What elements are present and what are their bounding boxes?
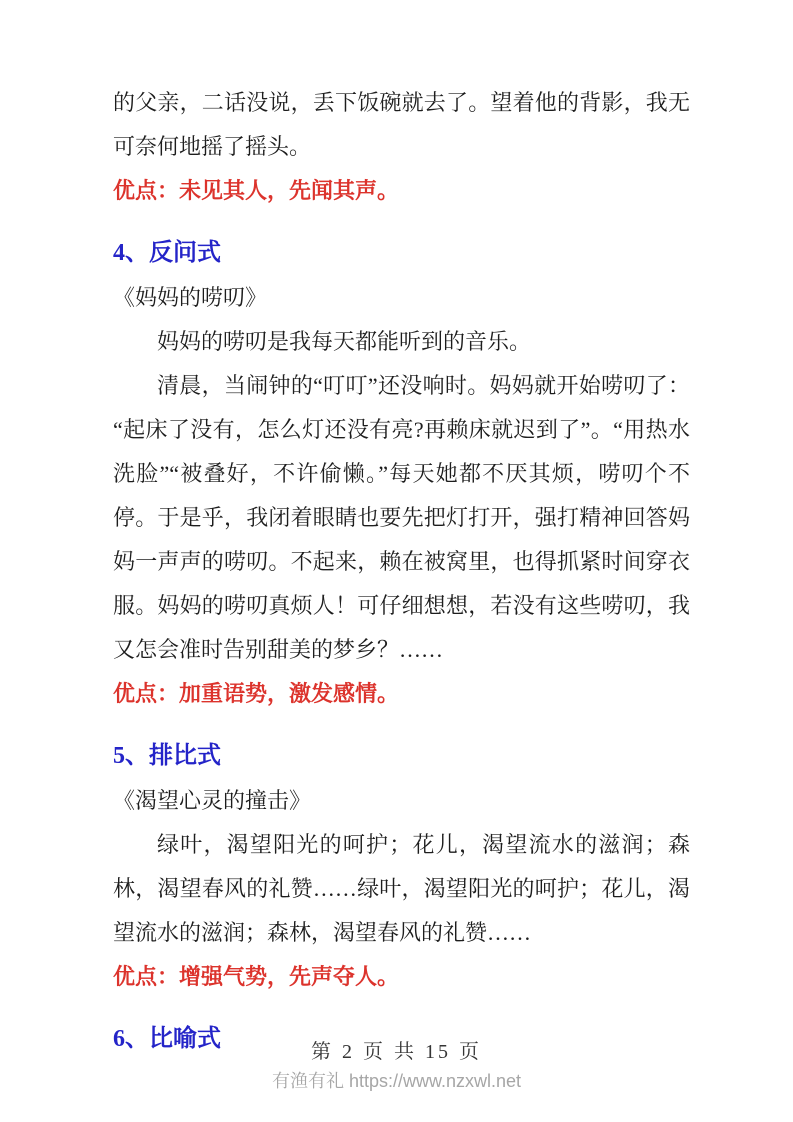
section-rhetorical-question — [113, 230, 690, 716]
document-content — [113, 81, 690, 1062]
section-heading: 4、反问式 — [113, 240, 221, 266]
essay-paragraph: 清晨，当闹钟的“叮叮”还没响时。妈妈就开始唠叨了：“起床了没有，怎么灯还没有亮?再赖床就迟到了”。“用热水洗脸”“被叠好，不许偷懒。”每天她都不厌其烦，唠叨个不停。于是乎，我闭着眼睛也要先把灯打开，强打精神回答妈妈一声声的唠叨。不起来，赖在被窝里，也得抓紧时间穿衣服。妈妈的唠叨真烦人！可仔细想想，若没有这些唠叨，我又怎会准时告别甜美的梦乡？…… — [113, 373, 690, 662]
section-heading: 6、比喻式 — [113, 1026, 221, 1052]
page-number: 第 2 页 共 15 页 — [311, 1041, 482, 1063]
section-parallelism — [113, 733, 690, 999]
essay-title: 《妈妈的唠叨》 — [113, 285, 268, 310]
essay-title: 《渴望心灵的撞击》 — [113, 788, 312, 813]
section-heading: 5、排比式 — [113, 743, 221, 769]
advantage-note: 优点：增强气势，先声夺人。 — [113, 964, 400, 989]
paragraph-continuation: 的父亲，二话没说，丢下饭碗就去了。望着他的背影，我无可奈何地摇了摇头。 — [113, 90, 690, 159]
page-footer — [0, 1036, 793, 1094]
advantage-note: 优点：未见其人，先闻其声。 — [113, 178, 400, 203]
watermark-site-link: 有渔有礼 https://www.nzxwl.net — [271, 1071, 522, 1091]
advantage-note: 优点：加重语势，激发感情。 — [113, 681, 400, 706]
essay-paragraph: 绿叶，渴望阳光的呵护；花儿，渴望流水的滋润；森林，渴望春风的礼赞……绿叶，渴望阳光的呵护；花儿，渴望流水的滋润；森林，渴望春风的礼赞…… — [113, 832, 690, 945]
essay-paragraph: 妈妈的唠叨是我每天都能听到的音乐。 — [157, 329, 532, 354]
